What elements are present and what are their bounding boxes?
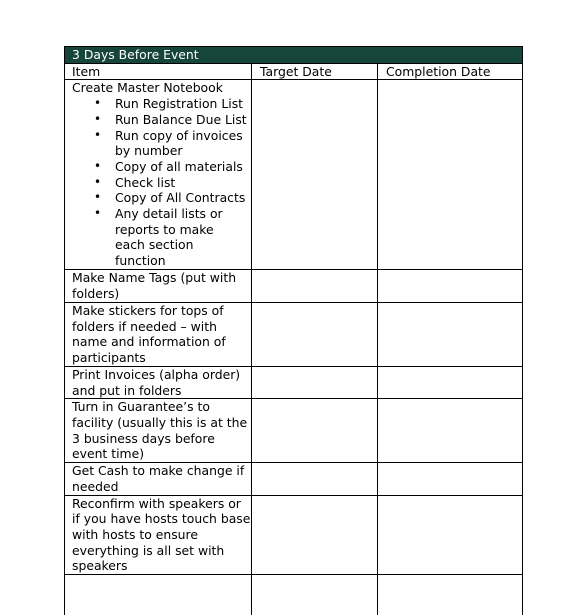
item-text: Create Master Notebook [72, 80, 223, 96]
subitem-text: Any detail lists or reports to make each section function [115, 206, 223, 269]
subitem-text: Run Balance Due List [115, 111, 247, 127]
item-cell: Make Name Tags (put with folders) [65, 270, 252, 302]
section-header-row [65, 47, 523, 64]
target-date-cell[interactable] [252, 463, 378, 495]
item-cell: Make stickers for tops of folders if needed – with name and information of participants [65, 302, 252, 366]
subitem-text: Run copy of invoices by number [115, 127, 243, 159]
target-date-cell[interactable] [252, 495, 378, 575]
item-cell: Reconfirm with speakers or if you have hosts touch base with hosts to ensure everything is all set with speakers [65, 495, 252, 575]
subitem [72, 206, 251, 269]
subitem [72, 128, 251, 159]
item-cell: Print Invoices (alpha order) and put in folders [65, 366, 252, 398]
item-cell: Get Cash to make change if needed [65, 463, 252, 495]
checklist-table [64, 46, 523, 615]
table-row [65, 302, 523, 366]
table-row [65, 399, 523, 463]
bullet-icon: • [94, 190, 102, 205]
subitem [72, 175, 251, 191]
target-date-cell[interactable] [252, 366, 378, 398]
subitem [72, 190, 251, 206]
column-header-item: Item [65, 63, 252, 80]
subitem-list [72, 96, 251, 269]
completion-date-cell[interactable] [378, 366, 523, 398]
subitem-text: Check list [115, 174, 176, 190]
target-date-cell[interactable] [252, 575, 378, 615]
item-cell: Turn in Guarantee’s to facility (usually this is at the 3 business days before event time) [65, 399, 252, 463]
table-row [65, 270, 523, 302]
target-date-cell[interactable] [252, 270, 378, 302]
bullet-icon: • [94, 127, 102, 142]
target-date-cell[interactable] [252, 399, 378, 463]
bullet-icon: • [94, 96, 102, 111]
table-row [65, 80, 523, 270]
completion-date-cell[interactable] [378, 399, 523, 463]
section-title: 3 Days Before Event [65, 47, 523, 64]
item-cell [65, 80, 252, 270]
subitem-text: Run Registration List [115, 96, 244, 112]
subitem [72, 96, 251, 112]
completion-date-cell[interactable] [378, 302, 523, 366]
table-row-continued [65, 575, 523, 615]
completion-date-cell[interactable] [378, 575, 523, 615]
table-row [65, 366, 523, 398]
completion-date-cell[interactable] [378, 270, 523, 302]
subitem [72, 159, 251, 175]
completion-date-cell[interactable] [378, 463, 523, 495]
table-row [65, 495, 523, 575]
bullet-icon: • [94, 111, 102, 126]
target-date-cell[interactable] [252, 302, 378, 366]
column-header-completion-date: Completion Date [378, 63, 523, 80]
subitem-text: Copy of All Contracts [115, 190, 246, 206]
table-row [65, 463, 523, 495]
column-header-target-date: Target Date [252, 63, 378, 80]
target-date-cell[interactable] [252, 80, 378, 270]
completion-date-cell[interactable] [378, 80, 523, 270]
bullet-icon: • [94, 206, 102, 221]
column-header-row [65, 63, 523, 80]
bullet-icon: • [94, 174, 102, 189]
subitem-text: Copy of all materials [115, 158, 243, 174]
subitem [72, 112, 251, 128]
item-cell [65, 575, 252, 615]
bullet-icon: • [94, 158, 102, 173]
completion-date-cell[interactable] [378, 495, 523, 575]
